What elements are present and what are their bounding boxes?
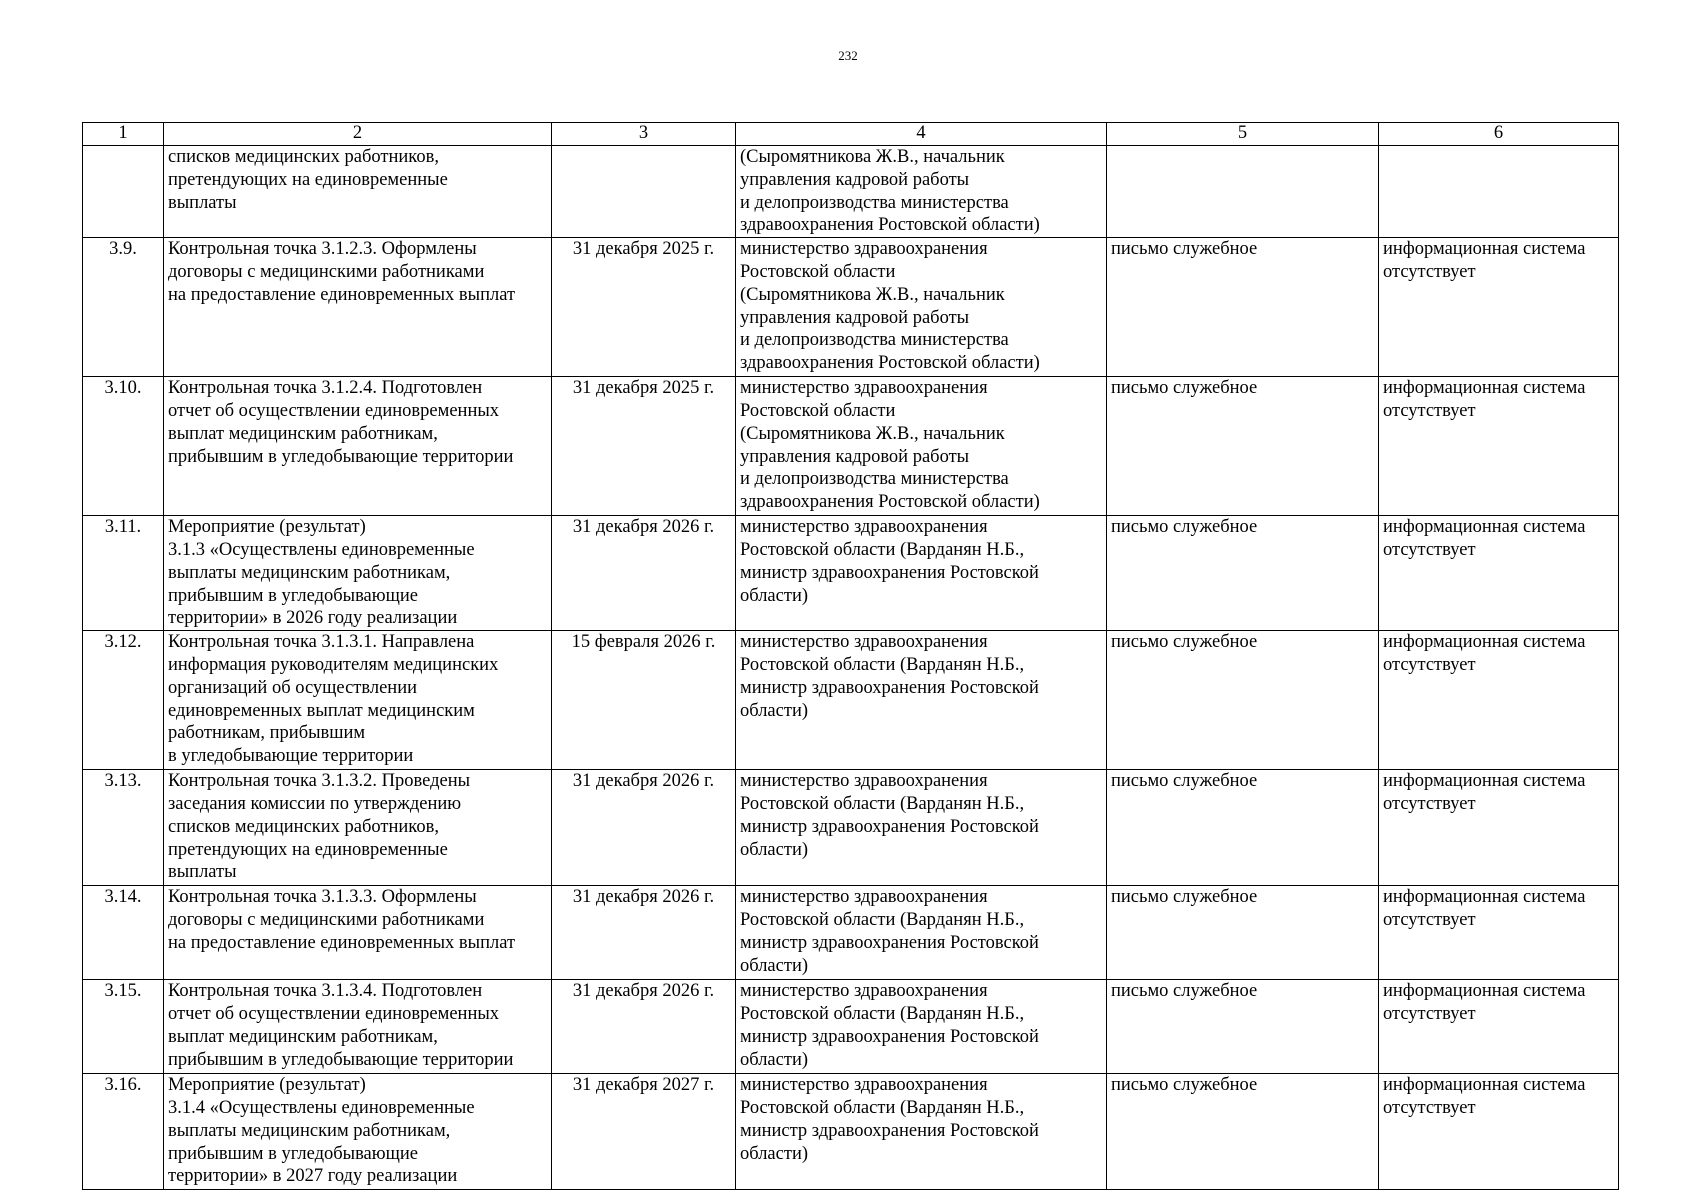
deadline xyxy=(552,146,736,238)
row-number: 3.10. xyxy=(83,377,164,516)
document-type: письмо служебное xyxy=(1107,886,1379,980)
document-type xyxy=(1107,146,1379,238)
column-number: 3 xyxy=(552,123,736,146)
control-points-table xyxy=(82,122,1619,1190)
page-number: 232 xyxy=(838,48,858,63)
table-row xyxy=(83,980,1619,1074)
table-row xyxy=(83,146,1619,238)
row-number: 3.16. xyxy=(83,1074,164,1190)
deadline: 31 декабря 2025 г. xyxy=(552,238,736,377)
row-number: 3.14. xyxy=(83,886,164,980)
responsible: министерство здравоохранения Ростовской области (Варданян Н.Б., министр здравоохранения Ростовской области) xyxy=(736,770,1107,886)
deadline: 31 декабря 2026 г. xyxy=(552,770,736,886)
document-type: письмо служебное xyxy=(1107,770,1379,886)
document-type: письмо служебное xyxy=(1107,1074,1379,1190)
responsible: министерство здравоохранения Ростовской области (Варданян Н.Б., министр здравоохранения Ростовской области) xyxy=(736,631,1107,770)
document-type: письмо служебное xyxy=(1107,631,1379,770)
document-type: письмо служебное xyxy=(1107,238,1379,377)
event-description: Контрольная точка 3.1.2.3. Оформлены договоры с медицинскими работниками на предоставление единовременных выплат xyxy=(164,238,552,377)
information-system: информационная система отсутствует xyxy=(1379,1074,1619,1190)
responsible: министерство здравоохранения Ростовской области (Сыромятникова Ж.В., начальник управления кадровой работы и делопроизводства министерства здравоохранения Ростовской области) xyxy=(736,377,1107,516)
row-number: 3.15. xyxy=(83,980,164,1074)
responsible: министерство здравоохранения Ростовской области (Варданян Н.Б., министр здравоохранения Ростовской области) xyxy=(736,1074,1107,1190)
table-row xyxy=(83,886,1619,980)
table-row xyxy=(83,631,1619,770)
information-system: информационная система отсутствует xyxy=(1379,377,1619,516)
information-system: информационная система отсутствует xyxy=(1379,631,1619,770)
table-row xyxy=(83,770,1619,886)
row-number: 3.11. xyxy=(83,516,164,631)
event-description: Контрольная точка 3.1.3.4. Подготовлен отчет об осуществлении единовременных выплат медицинским работникам, прибывшим в угледобывающие территории xyxy=(164,980,552,1074)
row-number: 3.12. xyxy=(83,631,164,770)
responsible: министерство здравоохранения Ростовской области (Сыромятникова Ж.В., начальник управления кадровой работы и делопроизводства министерства здравоохранения Ростовской области) xyxy=(736,238,1107,377)
event-description: Контрольная точка 3.1.2.4. Подготовлен отчет об осуществлении единовременных выплат медицинским работникам, прибывшим в угледобывающие территории xyxy=(164,377,552,516)
row-number: 3.13. xyxy=(83,770,164,886)
information-system: информационная система отсутствует xyxy=(1379,238,1619,377)
column-number: 5 xyxy=(1107,123,1379,146)
row-number xyxy=(83,146,164,238)
event-description: Контрольная точка 3.1.3.2. Проведены заседания комиссии по утверждению списков медицинских работников, претендующих на единовременные выплаты xyxy=(164,770,552,886)
responsible: министерство здравоохранения Ростовской области (Варданян Н.Б., министр здравоохранения Ростовской области) xyxy=(736,886,1107,980)
information-system: информационная система отсутствует xyxy=(1379,980,1619,1074)
column-number: 1 xyxy=(83,123,164,146)
information-system: информационная система отсутствует xyxy=(1379,516,1619,631)
event-description: списков медицинских работников, претендующих на единовременные выплаты xyxy=(164,146,552,238)
table-row xyxy=(83,377,1619,516)
information-system: информационная система отсутствует xyxy=(1379,770,1619,886)
deadline: 31 декабря 2026 г. xyxy=(552,516,736,631)
responsible: (Сыромятникова Ж.В., начальник управления кадровой работы и делопроизводства министерства здравоохранения Ростовской области) xyxy=(736,146,1107,238)
deadline: 31 декабря 2025 г. xyxy=(552,377,736,516)
deadline: 31 декабря 2026 г. xyxy=(552,980,736,1074)
row-number: 3.9. xyxy=(83,238,164,377)
document-type: письмо служебное xyxy=(1107,377,1379,516)
table-row xyxy=(83,516,1619,631)
column-number-row xyxy=(83,123,1619,146)
deadline: 31 декабря 2027 г. xyxy=(552,1074,736,1190)
event-description: Мероприятие (результат) 3.1.3 «Осуществлены единовременные выплаты медицинским работникам, прибывшим в угледобывающие территории» в 2026 году реализации xyxy=(164,516,552,631)
table-row xyxy=(83,238,1619,377)
event-description: Контрольная точка 3.1.3.3. Оформлены договоры с медицинскими работниками на предоставление единовременных выплат xyxy=(164,886,552,980)
document-type: письмо служебное xyxy=(1107,980,1379,1074)
deadline: 15 февраля 2026 г. xyxy=(552,631,736,770)
event-description: Контрольная точка 3.1.3.1. Направлена информация руководителям медицинских организаций об осуществлении единовременных выплат медицинским работникам, прибывшим в угледобывающие территории xyxy=(164,631,552,770)
column-number: 2 xyxy=(164,123,552,146)
information-system: информационная система отсутствует xyxy=(1379,886,1619,980)
responsible: министерство здравоохранения Ростовской области (Варданян Н.Б., министр здравоохранения Ростовской области) xyxy=(736,516,1107,631)
table-row xyxy=(83,1074,1619,1190)
column-number: 6 xyxy=(1379,123,1619,146)
document-type: письмо служебное xyxy=(1107,516,1379,631)
information-system xyxy=(1379,146,1619,238)
responsible: министерство здравоохранения Ростовской области (Варданян Н.Б., министр здравоохранения Ростовской области) xyxy=(736,980,1107,1074)
deadline: 31 декабря 2026 г. xyxy=(552,886,736,980)
event-description: Мероприятие (результат) 3.1.4 «Осуществлены единовременные выплаты медицинским работникам, прибывшим в угледобывающие территории» в 2027 году реализации xyxy=(164,1074,552,1190)
column-number: 4 xyxy=(736,123,1107,146)
